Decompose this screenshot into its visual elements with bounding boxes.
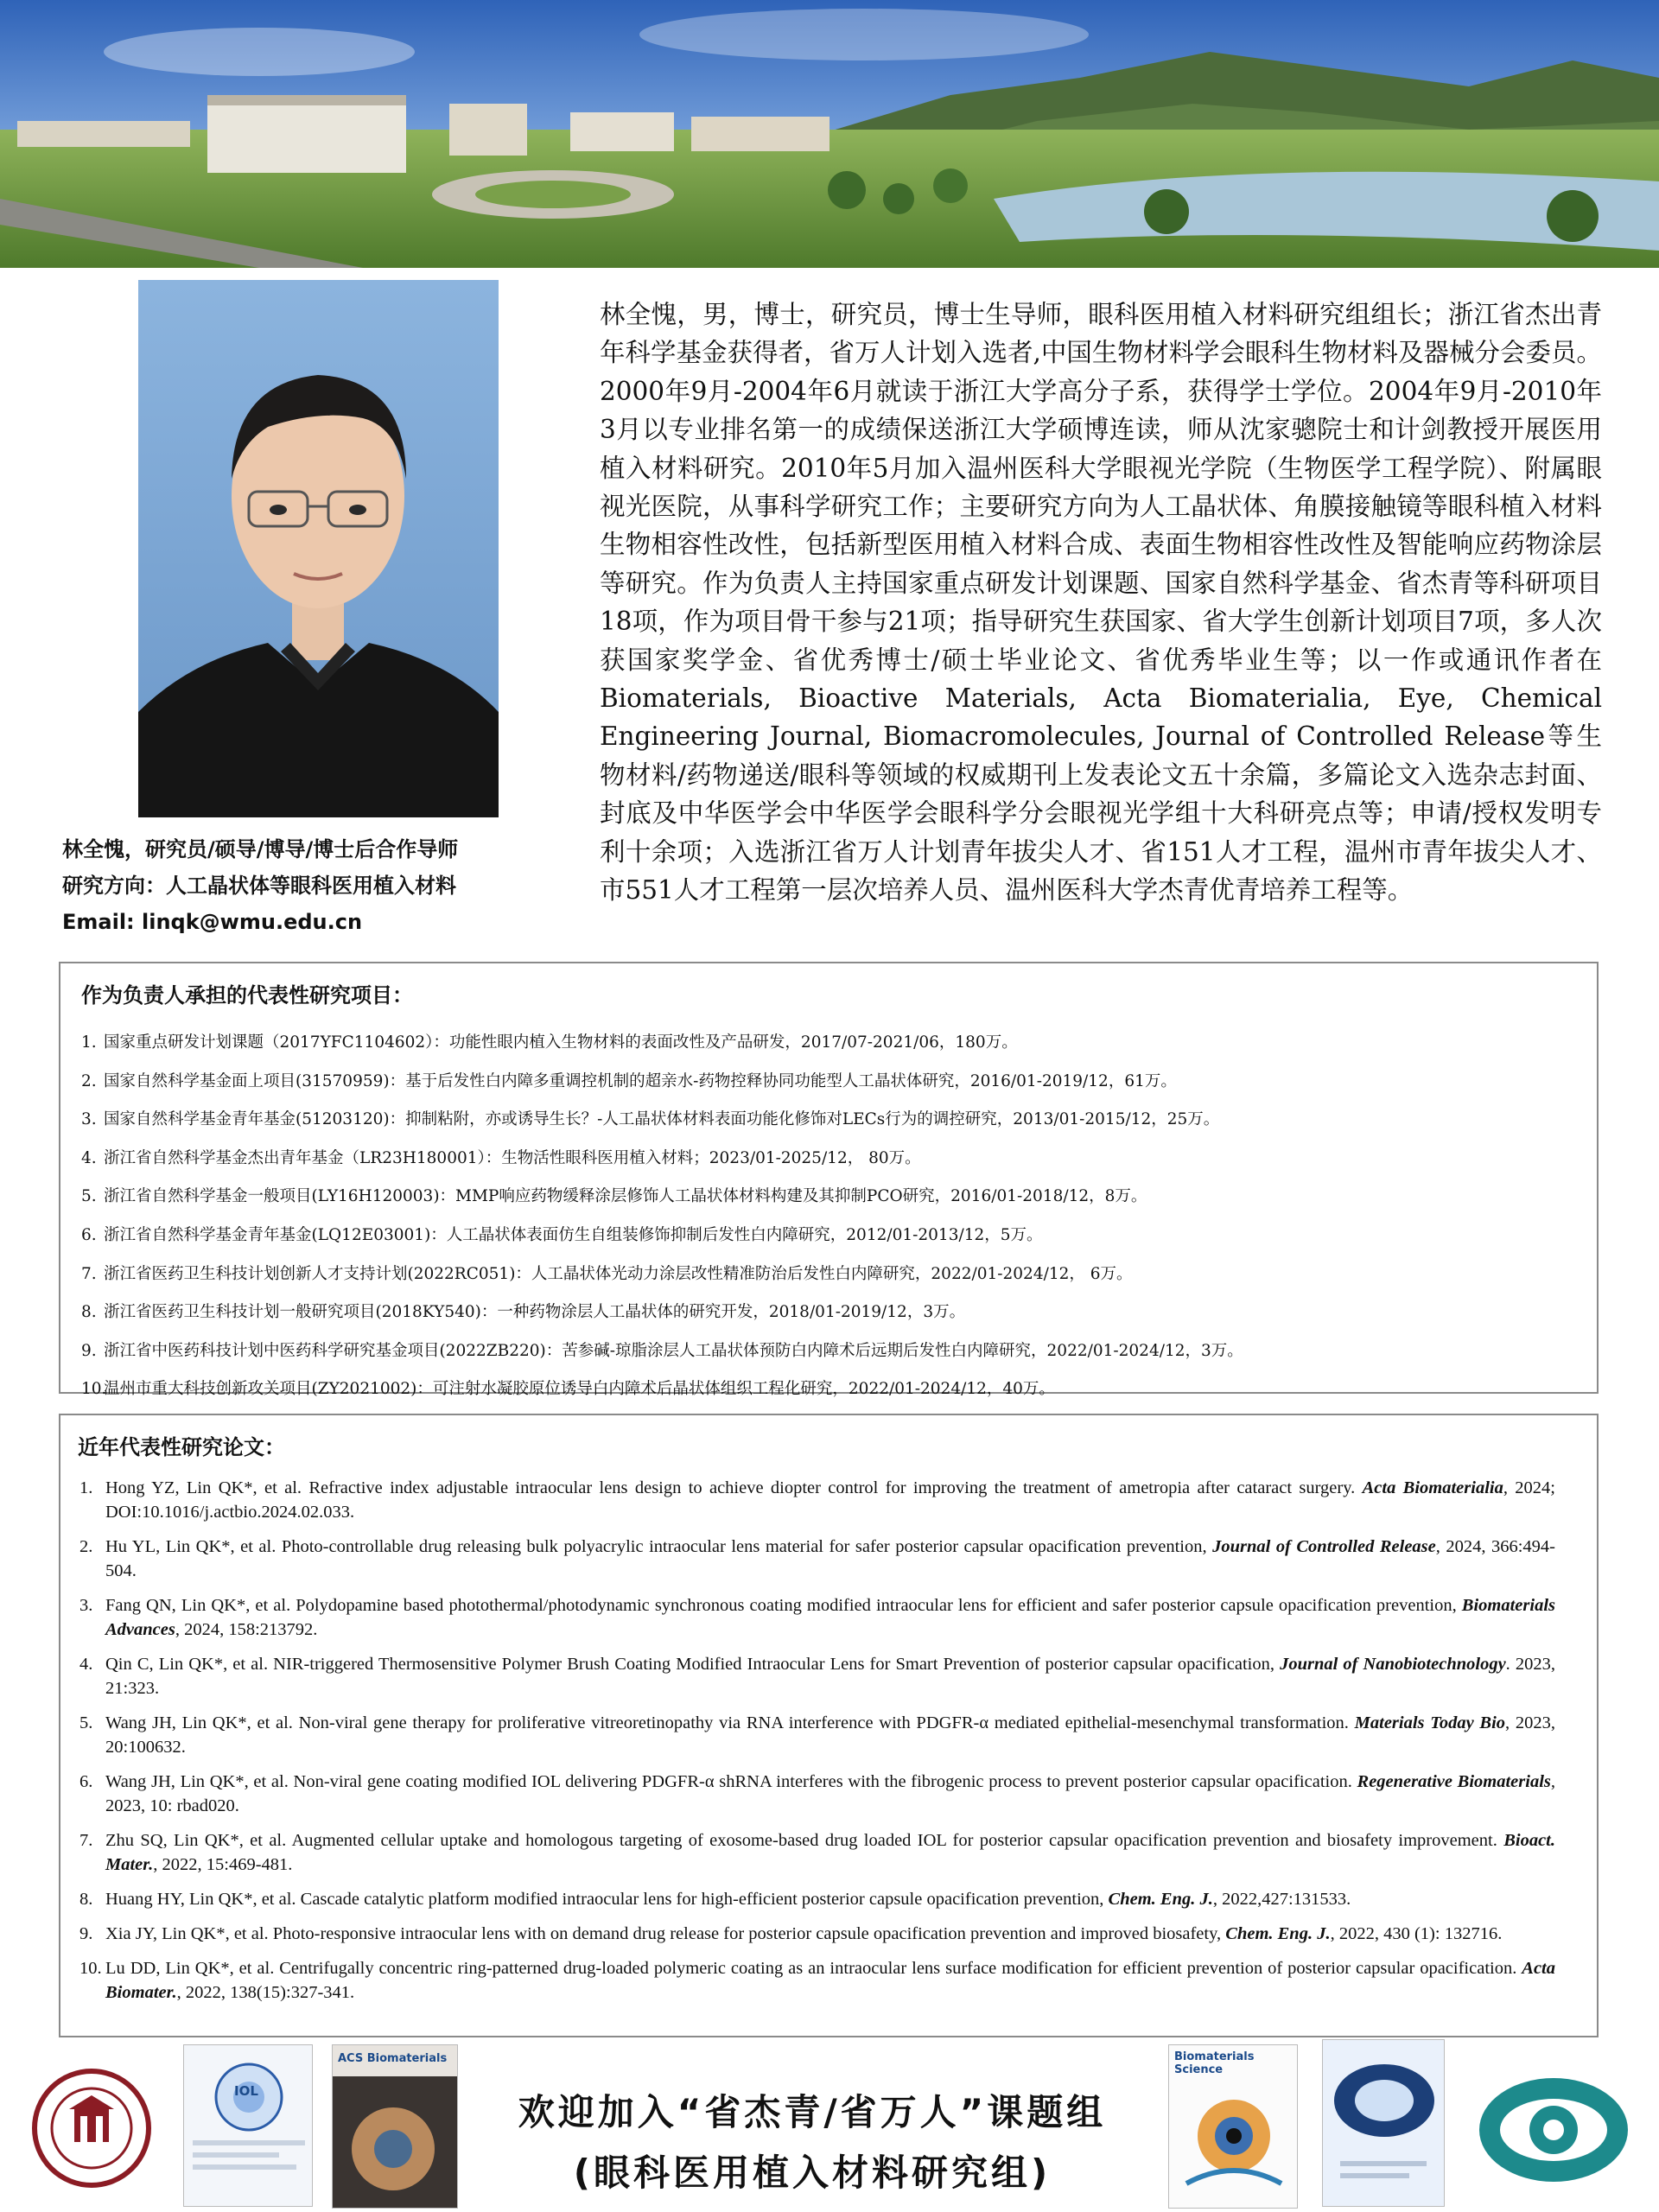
journal-cover-2 <box>332 2044 458 2209</box>
paper-journal: Acta Biomaterialia <box>1362 1478 1503 1497</box>
project-text: 国家自然科学基金面上项目(31570959)：基于后发性白内障多重调控机制的超亲水-药物控释协同功能型人工晶状体研究，2016/01-2019/12，61万。 <box>104 1071 1177 1090</box>
paper-authors-title: Fang QN, Lin QK*, et al. Polydopamine based photothermal/photodynamic synchronous coating modified intraocular lens for efficient and safer posterior capsule opacification prevention, <box>105 1596 1462 1615</box>
recruitment-headline: 欢迎加入“省杰青/省万人”课题组 <box>518 2091 1107 2133</box>
project-number: 7. <box>81 1264 97 1283</box>
university-seal-icon <box>31 2068 152 2189</box>
paper-authors-title: Hong YZ, Lin QK*, et al. Refractive index adjustable intraocular lens design to achieve diopter control for improving the treatment of ametropia after cataract surgery. <box>105 1478 1363 1497</box>
profile-caption <box>62 831 581 940</box>
paper-journal: Bioact. Mater. <box>105 1831 1555 1874</box>
paper-item <box>78 1535 1576 1583</box>
paper-item <box>78 1770 1576 1818</box>
paper-citation <box>105 1956 1576 2005</box>
paper-volume-pages: , 2024, 366:494-504. <box>105 1537 1556 1580</box>
project-item <box>81 1332 1576 1371</box>
paper-citation <box>105 1922 1576 1946</box>
paper-volume-pages: , 2024; DOI:10.1016/j.actbio.2024.02.033. <box>105 1478 1555 1522</box>
paper-journal: Journal of Nanobiotechnology <box>1280 1655 1506 1674</box>
paper-journal: Acta Biomater. <box>105 1959 1555 2002</box>
paper-authors-title: Lu DD, Lin QK*, et al. Centrifugally concentric ring-patterned drug-loaded polymeric coating as an intraocular lens surface modification for efficient prevention of posterior capsular opacification. <box>105 1959 1522 1978</box>
paper-citation <box>105 1535 1576 1583</box>
project-item <box>81 1101 1576 1140</box>
paper-journal: Biomaterials Advances <box>105 1596 1555 1639</box>
paper-journal: Journal of Controlled Release <box>1212 1537 1436 1556</box>
paper-citation <box>105 1593 1576 1642</box>
paper-authors-title: Huang HY, Lin QK*, et al. Cascade catalytic platform modified intraocular lens for high-efficient posterior capsule opacification prevention, <box>105 1890 1109 1909</box>
paper-item <box>78 1711 1576 1759</box>
paper-item <box>78 1828 1576 1877</box>
paper-citation <box>105 1828 1576 1877</box>
project-item <box>81 1063 1576 1102</box>
project-item <box>81 1140 1576 1179</box>
projects-section <box>59 962 1599 1399</box>
project-number: 1. <box>81 1033 97 1052</box>
project-number: 5. <box>81 1187 97 1206</box>
caption-email[interactable]: Email: linqk@wmu.edu.cn <box>62 910 363 934</box>
paper-citation <box>105 1476 1576 1524</box>
paper-citation <box>105 1711 1576 1759</box>
paper-journal: Materials Today Bio <box>1354 1713 1506 1732</box>
paper-authors-title: Hu YL, Lin QK*, et al. Photo-controllable drug releasing bulk polyacrylic intraocular lens material for safer posterior capsular opacification prevention, <box>105 1537 1213 1556</box>
projects-list <box>81 1024 1576 1409</box>
paper-journal: Chem. Eng. J. <box>1108 1890 1213 1909</box>
project-text: 浙江省自然科学基金青年基金(LQ12E03001)：人工晶状体表面仿生自组装修饰抑制后发性白内障研究，2012/01-2013/12，5万。 <box>104 1225 1043 1244</box>
journal-cover-3 <box>1168 2044 1298 2209</box>
papers-list <box>78 1476 1576 2005</box>
project-text: 浙江省医药卫生科技计划一般研究项目(2018KY540)：一种药物涂层人工晶状体的研究开发，2018/01-2019/12，3万。 <box>104 1303 966 1322</box>
paper-volume-pages: . 2023, 21:323. <box>105 1655 1555 1698</box>
paper-number: 8. <box>79 1890 93 1909</box>
paper-number: 10. <box>79 1959 102 1978</box>
paper-journal: Chem. Eng. J. <box>1225 1924 1331 1943</box>
paper-item <box>78 1593 1576 1642</box>
journal-cover-eye-icon <box>1323 2040 1445 2207</box>
paper-authors-title: Zhu SQ, Lin QK*, et al. Augmented cellular uptake and homologous targeting of exosome-based drug loaded IOL for posterior capsular opacification prevention and biosafety improvement. <box>105 1831 1504 1850</box>
cover1-label: IOL <box>234 2083 258 2099</box>
paper-item <box>78 1922 1576 1946</box>
paper-volume-pages: , 2022, 15:469-481. <box>153 1855 293 1874</box>
project-text: 浙江省自然科学基金杰出青年基金（LR23H180001）：生物活性眼科医用植入材料；2023/01-2025/12， 80万。 <box>104 1148 921 1167</box>
campus-panorama-image <box>0 0 1659 268</box>
recruitment-subheadline: (眼科医用植入材料研究组) <box>573 2152 1052 2194</box>
paper-number: 6. <box>79 1772 93 1791</box>
project-number: 6. <box>81 1225 97 1244</box>
paper-number: 1. <box>79 1478 93 1497</box>
paper-authors-title: Wang JH, Lin QK*, et al. Non-viral gene coating modified IOL delivering PDGFR-α shRNA interferes with the fibrogenic process to prevent posterior capsular opacification. <box>105 1772 1357 1791</box>
cover2-label: ACS Biomaterials <box>338 2052 448 2065</box>
project-text: 浙江省自然科学基金一般项目(LY16H120003)：MMP响应药物缓释涂层修饰人工晶状体材料构建及其抑制PCO研究，2016/01-2018/12，8万。 <box>104 1187 1147 1206</box>
paper-journal: Regenerative Biomaterials <box>1357 1772 1551 1791</box>
paper-number: 7. <box>79 1831 93 1850</box>
person-portrait-icon <box>138 280 499 817</box>
paper-citation <box>105 1652 1576 1700</box>
project-number: 8. <box>81 1303 97 1322</box>
paper-authors-title: Qin C, Lin QK*, et al. NIR-triggered Thermosensitive Polymer Brush Coating Modified Intraocular Lens for Smart Prevention of posterior capsular opacification, <box>105 1655 1281 1674</box>
projects-title: 作为负责人承担的代表性研究项目： <box>81 983 413 1007</box>
project-number: 2. <box>81 1071 97 1090</box>
journal-cover-4 <box>1322 2039 1445 2207</box>
project-text: 温州市重大科技创新攻关项目(ZY2021002)：可注射水凝胶原位诱导白内障术后晶状体组织工程化研究，2022/01-2024/12，40万。 <box>104 1380 1055 1399</box>
eye-hospital-logo-icon <box>1476 2074 1631 2186</box>
paper-authors-title: Xia JY, Lin QK*, et al. Photo-responsive intraocular lens with on demand drug release for posterior capsule opacification prevention and improved biosafety, <box>105 1924 1226 1943</box>
project-number: 9. <box>81 1341 97 1360</box>
paper-number: 2. <box>79 1537 93 1556</box>
project-item <box>81 1294 1576 1332</box>
biography-text: 林全愧，男，博士，研究员，博士生导师，眼科医用植入材料研究组组长；浙江省杰出青年科学基金获得者，省万人计划入选者,中国生物材料学会眼科生物材料及器械分会委员。2000年9月-2004年6月就读于浙江大学高分子系，获得学士学位。2004年9月-2010年3月以专业排名第一的成绩保送浙江大学硕博连读，师从沈家骢院士和计剑教授开展医用植入材料研究。2010年5月加入温州医科大学眼视光学院（生物医学工程学院）、附属眼视光医院，从事科学研究工作；主要研究方向为人工晶状体、角膜接触镜等眼科植入材料生物相容性改性，包括新型医用植入材料合成、表面生物相容性改性及智能响应药物涂层等研究。作为负责人主持国家重点研发计划课题、国家自然科学基金、省杰青等科研项目18项，作为项目骨干参与21项；指导研究生获国家、省大学生创新计划项目7项，多人次获国家奖学金、省优秀博士/硕士毕业论文、省优秀毕业生等；以一作或通讯作者在Biomaterials, Bioactive Materials, Acta Biomaterialia, Eye, Chemical Engineering Journal, Biomacromolecules, Journal of Controlled Release等生物材料/药物递送/眼科等领域的权威期刊上发表论文五十余篇，多篇论文入选杂志封面、封底及中华医学会中华医学会眼科学分会眼视光学组十大科研亮点等；申请/授权发明专利十余项；入选浙江省万人计划青年拔尖人才、省151人才工程，温州市青年拔尖人才、市551人才工程第一层次培养人员、温州医科大学杰青优青培养工程等。 <box>600 300 1602 906</box>
project-item <box>81 1370 1576 1409</box>
project-number: 10. <box>81 1380 107 1399</box>
paper-volume-pages: , 2022, 138(15):327-341. <box>176 1983 355 2002</box>
paper-item <box>78 1956 1576 2005</box>
paper-volume-pages: , 2022,427:131533. <box>1212 1890 1351 1909</box>
paper-volume-pages: , 2023, 10: rbad020. <box>105 1772 1555 1815</box>
cover3-label: Biomaterials Science <box>1174 2050 1255 2076</box>
paper-number: 3. <box>79 1596 93 1615</box>
portrait-photo <box>138 280 499 817</box>
project-text: 浙江省中医药科技计划中医药科学研究基金项目(2022ZB220)：苦参碱-琼脂涂层人工晶状体预防白内障术后远期后发性白内障研究，2022/01-2024/12，3万。 <box>104 1341 1243 1360</box>
paper-number: 9. <box>79 1924 93 1943</box>
paper-citation <box>105 1770 1576 1818</box>
paper-volume-pages: , 2022, 430 (1): 132716. <box>1330 1924 1503 1943</box>
project-item <box>81 1178 1576 1217</box>
paper-item <box>78 1476 1576 1524</box>
paper-item <box>78 1887 1576 1911</box>
project-item <box>81 1024 1576 1063</box>
caption-research-direction: 研究方向：人工晶状体等眼科医用植入材料 <box>62 874 456 898</box>
project-number: 3. <box>81 1110 97 1129</box>
journal-cover-1 <box>183 2044 313 2207</box>
project-item <box>81 1217 1576 1255</box>
campus-banner <box>0 0 1659 268</box>
project-text: 国家重点研发计划课题（2017YFC1104602）：功能性眼内植入生物材料的表面改性及产品研发，2017/07-2021/06，180万。 <box>104 1033 1018 1052</box>
paper-item <box>78 1652 1576 1700</box>
papers-title: 近年代表性研究论文： <box>78 1435 285 1459</box>
project-item <box>81 1255 1576 1294</box>
paper-citation <box>105 1887 1576 1911</box>
paper-authors-title: Wang JH, Lin QK*, et al. Non-viral gene therapy for proliferative vitreoretinopathy via RNA interference with PDGFR-α mediated epithelial-mesenchymal transformation. <box>105 1713 1355 1732</box>
paper-volume-pages: , 2023, 20:100632. <box>105 1713 1555 1757</box>
caption-name-title: 林全愧，研究员/硕导/博导/博士后合作导师 <box>62 837 459 861</box>
paper-volume-pages: , 2024, 158:213792. <box>175 1620 318 1639</box>
paper-number: 5. <box>79 1713 93 1732</box>
project-text: 国家自然科学基金青年基金(51203120)：抑制粘附，亦或诱导生长？-人工晶状体材料表面功能化修饰对LECs行为的调控研究，2013/01-2015/12，25万。 <box>104 1110 1220 1129</box>
project-number: 4. <box>81 1148 97 1167</box>
papers-section <box>59 1414 1599 2037</box>
project-text: 浙江省医药卫生科技计划创新人才支持计划(2022RC051)：人工晶状体光动力涂层改性精准防治后发性白内障研究，2022/01-2024/12， 6万。 <box>104 1264 1133 1283</box>
journal-cover-iol-icon <box>184 2045 313 2207</box>
journal-cover-acs-icon <box>333 2045 458 2209</box>
paper-number: 4. <box>79 1655 93 1674</box>
